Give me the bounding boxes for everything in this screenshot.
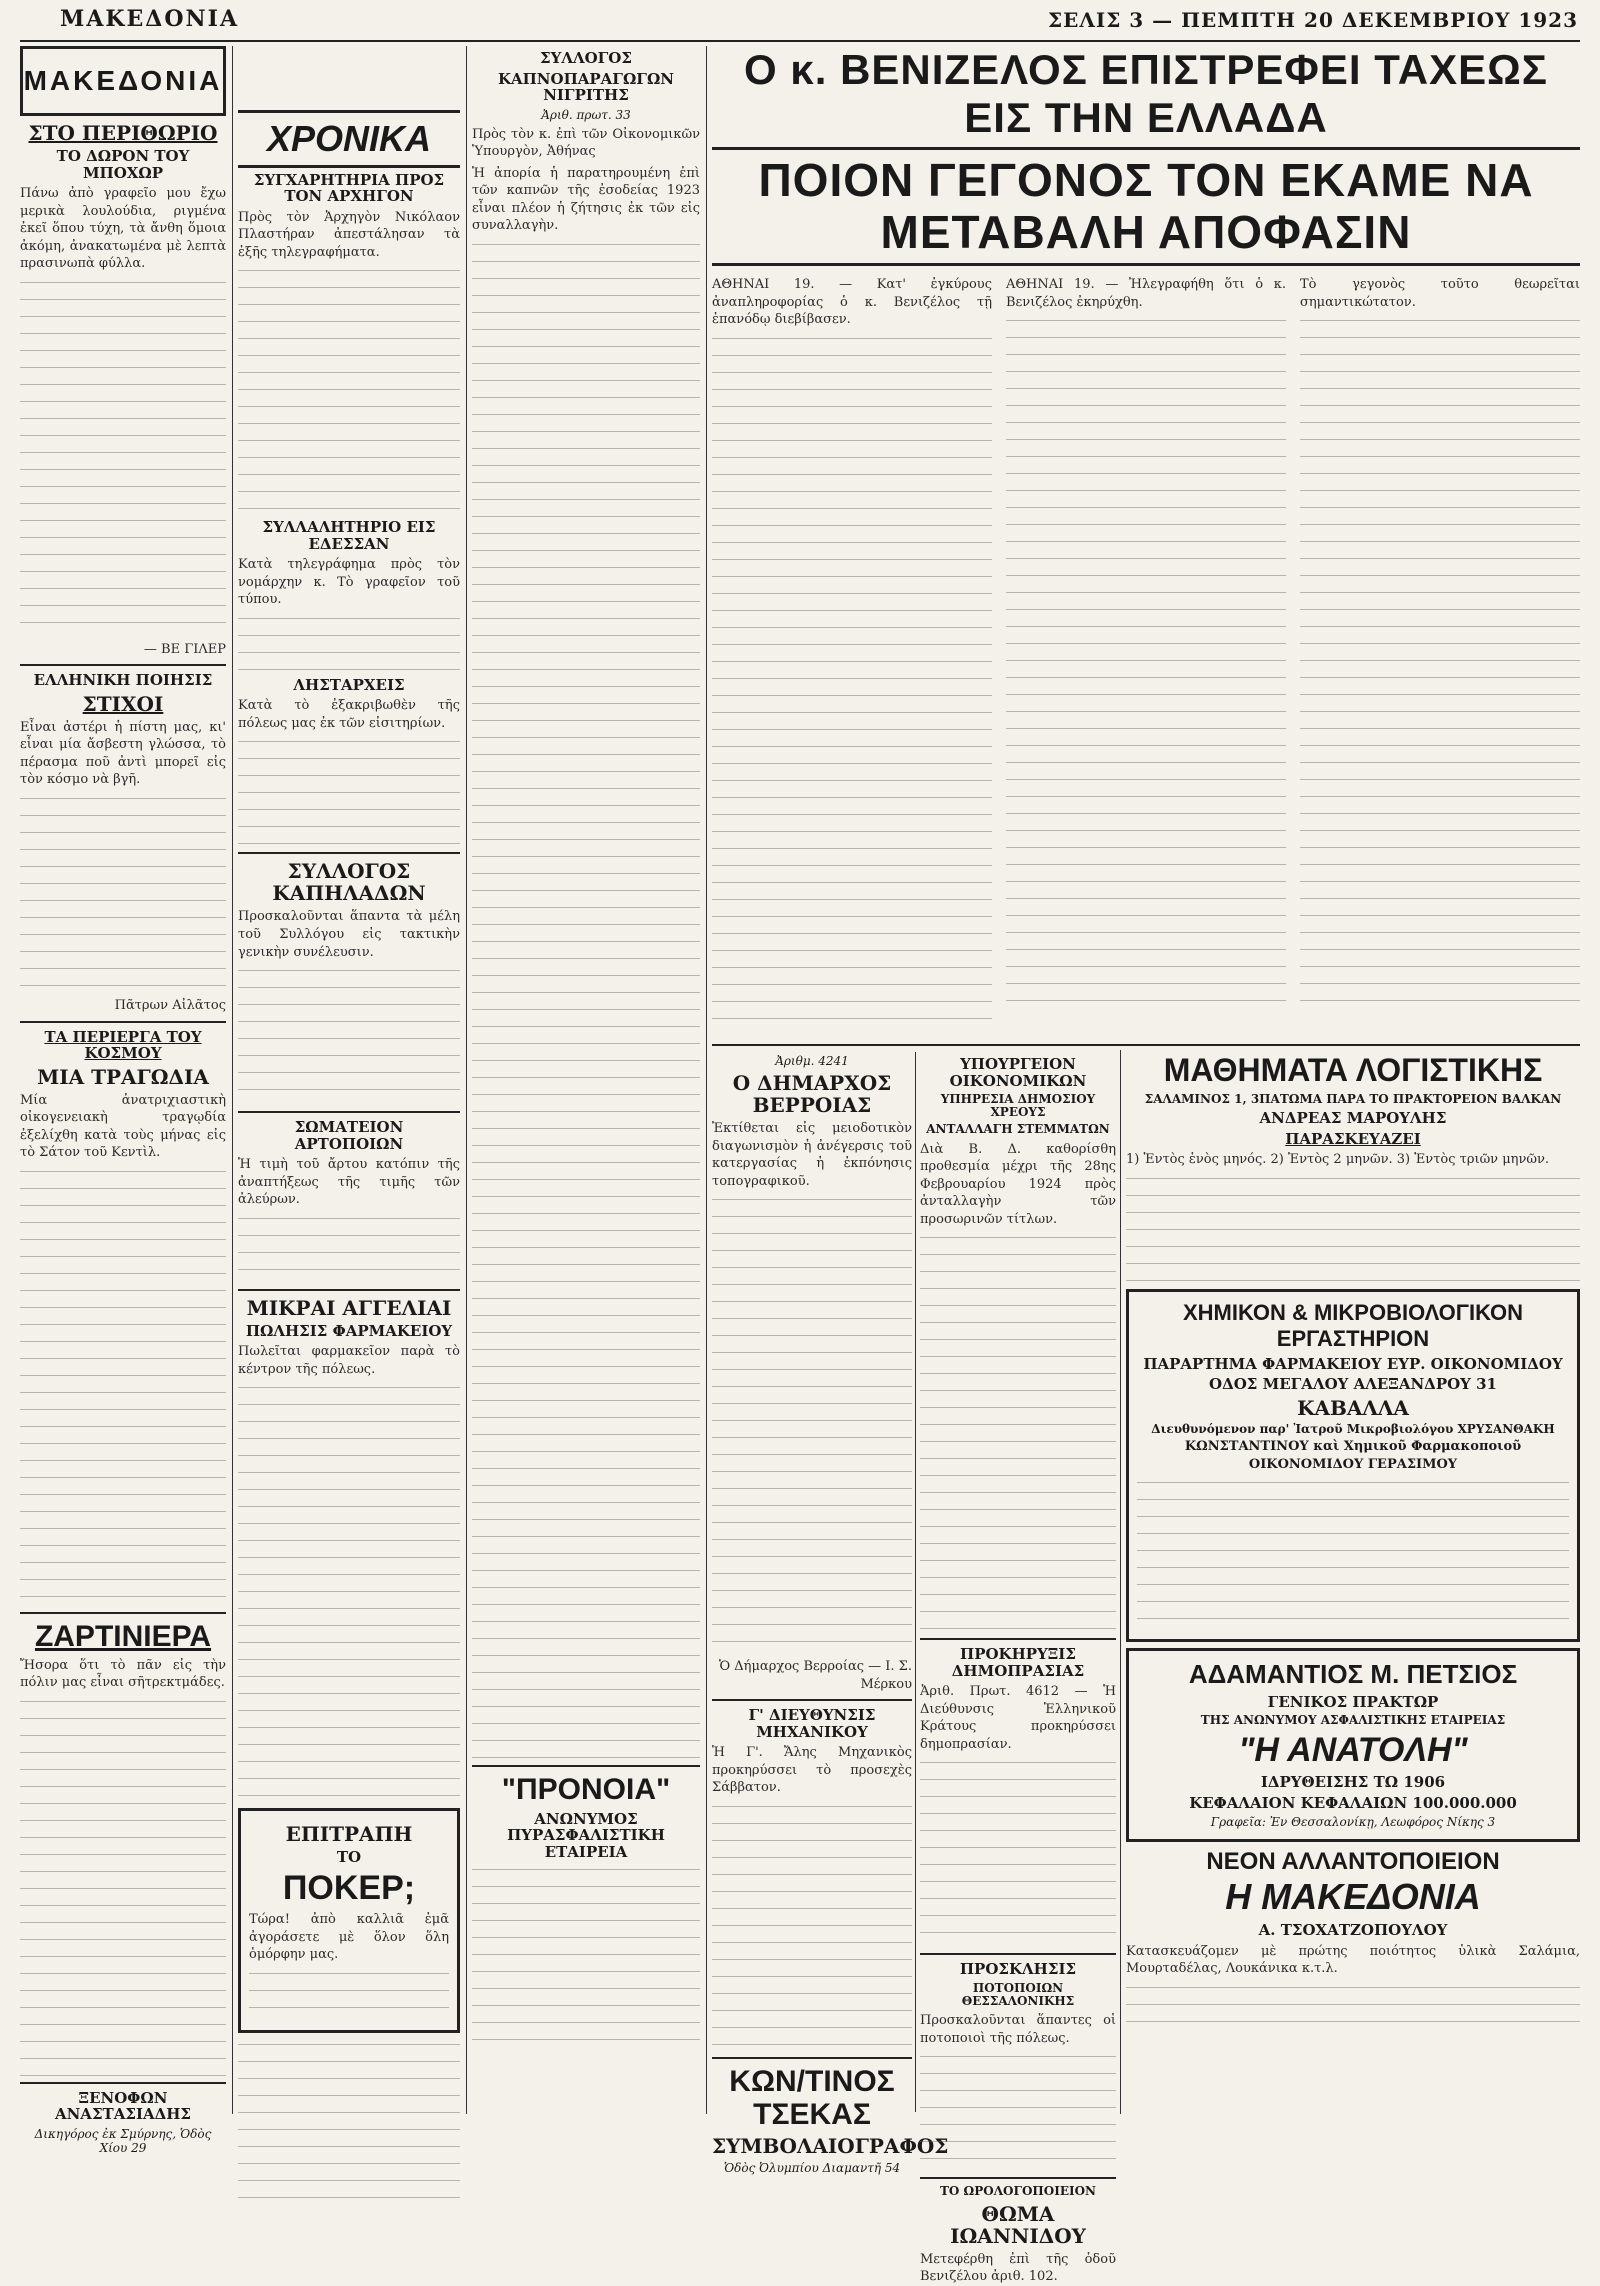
insurance-advert-subtitle: ΑΝΩΝΥΜΟΣ ΠΥΡΑΣΦΑΛΙΣΤΙΚΗ ΕΤΑΙΡΕΙΑ xyxy=(507,1809,665,1861)
article-text: Προσκαλοῦνται ἅπαντες οἱ ποτοποιοὶ τῆς πόλεως. xyxy=(920,2013,1116,2046)
article-text: Ἡ τιμὴ τοῦ ἄρτου κατόπιν τῆς ἀναπτήξεως τῆς τιμῆς τῶν ἀλεύρων. xyxy=(238,1157,460,1208)
masthead-date: ΣΕΛΙΣ 3 — ΠΕΜΠΤΗ 20 ΔΕΚΕΜΒΡΙΟΥ 1923 xyxy=(1047,8,1578,32)
article-text-block xyxy=(238,1213,460,1283)
accounting-advert-address: ΣΑΛΑΜΙΝΟΣ 1, 3ΠΑΤΩΜΑ ΠΑΡΑ ΤΟ ΠΡΑΚΤΟΡΕΙΟΝ ΒΑΛΚΑΝ xyxy=(1144,1092,1562,1106)
article-text: Ἡ Γ'. Ἄλης Μηχανικὸς προκηρύσσει τὸ προσεχὲς Σάββατον. xyxy=(712,1745,912,1796)
article-title: ΠΡΟΣΚΛΗΣΙΣ xyxy=(959,1960,1077,1979)
sausage-advert-name: Η ΜΑΚΕΔΟΝΙΑ xyxy=(1225,1876,1481,1918)
article-text-block xyxy=(712,1194,912,1654)
article-title: ΥΠΟΥΡΓΕΙΟΝ ΟΙΚΟΝΟΜΙΚΩΝ xyxy=(949,1055,1087,1090)
column-rule xyxy=(466,46,467,2114)
article-signature: Ὁ Δήμαρχος Βερροίας — Ι. Σ. Μέρκου xyxy=(718,1659,912,1692)
column-rule xyxy=(232,46,233,2114)
insurance-advert xyxy=(1126,1648,1580,1843)
article-subtitle: ΥΠΗΡΕΣΙΑ ΔΗΜΟΣΙΟΥ ΧΡΕΟΥΣ xyxy=(940,1092,1096,1120)
insurance-advert-company: "Η ΑΝΑΤΟΛΗ" xyxy=(1238,1731,1468,1770)
article-title: ΣΩΜΑΤΕΙΟΝ ΑΡΤΟΠΟΙΩΝ xyxy=(294,1118,404,1153)
advert-text-block xyxy=(249,1968,449,2018)
lab-advert-director: Διευθυνόμενον παρ' Ἰατροῦ Μικροβιολόγου ΧΡΥΣΑΝΘΑΚΗ xyxy=(1151,1421,1555,1436)
article-title: ΠΡΟΚΗΡΥΞΙΣ ΔΗΜΟΠΡΑΣΙΑΣ xyxy=(951,1645,1085,1680)
column-rule xyxy=(706,46,707,2114)
article-title: ΣΥΓΧΑΡΗΤΗΡΙΑ ΠΡΟΣ ΤΟΝ ΑΡΧΗΓΟΝ xyxy=(253,170,445,206)
advert-address: Ὁδὸς Ὀλυμπίου Διαμαντῆ 54 xyxy=(723,2160,901,2175)
lab-advert-street: ΟΔΟΣ ΜΕΓΑΛΟΥ ΑΛΕΞΑΝΔΡΟΥ 31 xyxy=(1209,1375,1497,1394)
reference-number: Ἀριθμ. 4241 xyxy=(775,1054,849,1068)
section-heading: ΖΑΡΤΙΝΙΕΡΑ xyxy=(34,1619,212,1653)
article-text-block xyxy=(20,277,226,637)
article-text: Ἀριθ. Πρωτ. 4612 — Ἡ Διεύθυνσις Ἑλληνικοῦ Κράτους προκηρύσσει δημοπρασίαν. xyxy=(920,1684,1116,1752)
divider xyxy=(472,1765,700,1767)
article-signature: — ΒΕ ΓΙΛΕΡ xyxy=(143,641,226,657)
lead-article xyxy=(712,46,1580,1027)
section-title: ΧΡΟΝΙΚΑ xyxy=(238,110,460,168)
sausage-advert-title: ΝΕΟΝ ΑΛΛΑΝΤΟΠΟΙΕΙΟΝ xyxy=(1206,1848,1500,1876)
article-text-block xyxy=(920,1757,1116,1947)
lead-headline: Ο κ. ΒΕΝΙΖΕΛΟΣ ΕΠΙΣΤΡΕΦΕΙ ΤΑΧΕΩΣ ΕΙΣ ΤΗΝ ΕΛΛΑΔΑ xyxy=(743,46,1549,142)
divider xyxy=(712,1699,912,1701)
article-text-block xyxy=(20,1166,226,1606)
advert-text-block xyxy=(238,2039,460,2199)
article-text-block xyxy=(238,265,460,515)
column-2 xyxy=(238,46,460,2114)
classifieds-text-block xyxy=(238,1382,460,1802)
column-5 xyxy=(920,1052,1116,2285)
divider xyxy=(238,1289,460,1291)
divider xyxy=(20,2082,226,2084)
accounting-advert-prepares: ΠΑΡΑΣΚΕΥΑΖΕΙ xyxy=(1285,1129,1421,1148)
article-title: ΣΥΛΛΟΓΟΣ xyxy=(540,49,632,67)
article-title: ΜΙΑ ΤΡΑΓΩΔΙΑ xyxy=(37,1064,209,1089)
lead-subheadline: ΠΟΙΟΝ ΓΕΓΟΝΟΣ ΤΟΝ ΕΚΑΜΕ ΝΑ ΜΕΤΑΒΑΛΗ ΑΠΟΦΑΣΙΝ xyxy=(712,147,1580,267)
advert-title: ΘΩΜΑ ΙΩΑΝΝΙΔΟΥ xyxy=(950,2201,1086,2248)
article-title: ΣΥΛΛΟΓΟΣ ΚΑΠΗΛΑΔΩΝ xyxy=(272,859,426,906)
article-subtitle: ΠΟΤΟΠΟΙΩΝ ΘΕΣΣΑΛΟΝΙΚΗΣ xyxy=(961,1980,1075,2009)
lab-advert-subtitle: ΠΑΡΑΡΤΗΜΑ ΦΑΡΜΑΚΕΙΟΥ ΕΥΡ. ΟΙΚΟΝΟΜΙΔΟΥ xyxy=(1143,1354,1563,1373)
lab-advert-director: ΚΩΝΣΤΑΝΤΙΝΟΥ καὶ Χημικοῦ Φαρμακοποιοῦ xyxy=(1184,1438,1522,1454)
column-4 xyxy=(712,1052,949,2175)
lead-text: ΑΘΗΝΑΙ 19. — Ἠλεγραφήθη ὅτι ὁ κ. Βενιζέλος ἐκηρύχθη. xyxy=(1006,277,1286,310)
advert-word: ΤΟ xyxy=(336,1848,362,1867)
article-text: Ἐκτίθεται εἰς μειοδοτικὸν διαγωνισμὸν ἡ ἀνέγερσις τοῦ κατεργασίας ἡ ἐκπόνησις τοπογραφικοῦ. xyxy=(712,1121,912,1189)
advert-title: ΚΩΝ/ΤΙΝΟΣ ΤΣΕΚΑΣ xyxy=(729,2064,895,2131)
article-subtitle: ΑΝΤΑΛΛΑΓΗ ΣΤΕΜΜΑΤΩΝ xyxy=(926,1122,1110,1137)
article-text-block xyxy=(238,965,460,1105)
article-title: ΛΗΣΤΑΡΧΕΙΣ xyxy=(293,675,405,694)
advert-subtitle: Δικηγόρος ἐκ Σμύρνης, Ὁδὸς Χίου 29 xyxy=(34,2126,212,2155)
column-3 xyxy=(472,46,700,2114)
divider xyxy=(920,1638,1116,1640)
addressee: Πρὸς τὸν κ. ἐπὶ τῶν Οἰκονομικῶν Ὑπουργὸν, Ἀθήνας xyxy=(472,126,700,160)
lab-advert xyxy=(1126,1289,1580,1642)
article-text: Διὰ Β. Δ. καθορίσθη προθεσμία μέχρι τῆς 28ης Φεβρουαρίου 1924 πρὸς ἀνταλλαγὴν τῶν προσωρινῶν τίτλων. xyxy=(920,1141,1116,1227)
article-text: Ἡ ἀπορία ἡ παρατηρουμένη ἐπὶ τῶν καπνῶν τῆς ἐσοδείας 1923 εἶναι πλέον ἡ ζήτησις ἐκ τῶν εἰς συναλλαγὴν. xyxy=(472,165,700,234)
column-rule xyxy=(915,1052,916,2112)
divider xyxy=(238,852,460,854)
article-text: Πρὸς τὸν Ἀρχηγὸν Νικόλαον Πλαστήραν ἀπεστάλησαν τὰ ἐξῆς τηλεγραφήματα. xyxy=(238,209,460,260)
newspaper-logo: ΜΑΚΕΔΟΝΙΑ xyxy=(20,46,226,116)
advert-text: Τώρα! ἀπὸ καλλιᾶ ἐμᾶ ἀγοράσετε μὲ ὅλον ὅλη ὁμόρφην μας. xyxy=(249,1912,449,1963)
article-text-block xyxy=(238,613,460,673)
article-title: ΠΩΛΗΣΙΣ ΦΑΡΜΑΚΕΙΟΥ xyxy=(245,1321,453,1340)
article-text: Κατὰ τὸ ἐξακριβωθὲν τῆς πόλεως μας ἐκ τῶν εἰσιτηρίων. xyxy=(238,698,460,731)
advert-subtitle: ΣΥΜΒΟΛΑΙΟΓΡΑΦΟΣ xyxy=(712,2133,949,2158)
sausage-advert-owner: Α. ΤΣΟΧΑΤΖΟΠΟΥΛΟΥ xyxy=(1258,1921,1448,1940)
accounting-advert-name: ΑΝΔΡΕΑΣ ΜΑΡΟΥΛΗΣ xyxy=(1259,1109,1447,1128)
section-heading: ΜΙΚΡΑΙ ΑΓΓΕΛΙΑΙ xyxy=(246,1295,452,1320)
insurance-advert-subtitle: ΓΕΝΙΚΟΣ ΠΡΑΚΤΩΡ xyxy=(1267,1692,1439,1711)
advert-subtitle: ΤΟ ΩΡΟΛΟΓΟΠΟΙΕΙΟΝ xyxy=(939,2184,1097,2199)
poem-text-block xyxy=(20,793,226,993)
lab-advert-city: ΚΑΒΑΛΛΑ xyxy=(1297,1395,1409,1420)
article-text: Ἤσορα ὅτι τὸ πᾶν εἰς τὴν πόλιν μας εἶναι σῆτρεκτμάδες. xyxy=(20,1657,226,1691)
article-title: Ο ΔΗΜΑΡΧΟΣ ΒΕΡΡΟΙΑΣ xyxy=(732,1071,892,1117)
article-text: Κατὰ τηλεγράφημα πρὸς τὸν νομάρχην κ. Τὸ γραφεῖον τοῦ τύπου. xyxy=(238,557,460,608)
divider xyxy=(20,1021,226,1023)
article-text-block xyxy=(20,1696,226,2076)
insurance-advert-founded: ΙΔΡΥΘΕΙΣΗΣ ΤΩ 1906 xyxy=(1260,1773,1446,1792)
article-title: ΣΤΙΧΟΙ xyxy=(82,691,164,716)
section-heading: ΣΤΟ ΠΕΡΙΘΩΡΙΟ xyxy=(28,121,218,145)
section-heading: ΕΛΛΗΝΙΚΗ ΠΟΙΗΣΙΣ xyxy=(33,671,213,690)
insurance-advert-text xyxy=(472,1864,700,2044)
article-text-block xyxy=(712,1801,912,2051)
advert-title: ΕΠΙΤΡΑΠΗ xyxy=(285,1822,413,1847)
divider xyxy=(712,2057,912,2059)
poker-advert xyxy=(238,1808,460,2033)
article-text-block xyxy=(238,736,460,846)
lead-text-block xyxy=(712,333,992,1023)
masthead-title: ΜΑΚΕΔΟΝΙΑ xyxy=(60,6,240,32)
article-title: ΚΑΠΝΟΠΑΡΑΓΩΓΩΝ ΝΙΓΡΙΤΗΣ xyxy=(497,69,675,104)
lead-text-block xyxy=(1006,315,1286,1005)
article-text-block xyxy=(920,2051,1116,2171)
divider xyxy=(920,2177,1116,2179)
divider xyxy=(20,1612,226,1614)
divider xyxy=(238,1111,460,1113)
article-title: ΣΥΛΛΑΛΗΤΗΡΙΟ ΕΙΣ ΕΔΕΣΣΑΝ xyxy=(262,518,436,553)
divider xyxy=(920,1953,1116,1955)
lead-text: ΑΘΗΝΑΙ 19. — Κατ' ἐγκύρους ἀναπληροφορίας ὁ κ. Βενιζέλος τῇ ἐπανόδῳ διεβίβασεν. xyxy=(712,277,992,328)
article-text: Πάνω ἀπὸ γραφεῖο μου ἔχω μερικὰ λουλούδια, ριγμένα ἐκεῖ ὅπου τύχη, τὰ ἄνθη ὅμοια ἀκόμη, ἀνακατωμένα μὲ λεπτὰ πρασινωπὰ φύλλα. xyxy=(20,186,226,272)
insurance-advert-title: ΑΔΑΜΑΝΤΙΟΣ Μ. ΠΕΤΣΙΟΣ xyxy=(1188,1658,1518,1689)
lab-advert-text-block xyxy=(1137,1477,1569,1627)
divider xyxy=(712,1044,1580,1046)
poem-text: Εἶναι ἀστέρι ἡ πίστη μας, κι' εἶναι μία ἄσβεστη γλώσσα, τὸ πέρασμα ποῦ ἀντὶ μπορεῖ εἰς τὸν κόσμο νὰ βγῆ. xyxy=(20,719,226,788)
reference-number: Ἀριθ. πρωτ. 33 xyxy=(541,107,631,122)
accounting-advert-title: ΜΑΘΗΜΑΤΑ ΛΟΓΙΣΤΙΚΗΣ xyxy=(1163,1052,1543,1088)
article-text-block xyxy=(472,239,700,1759)
insurance-advert-address: Γραφεῖα: Ἐν Θεσσαλονίκῃ, Λεωφόρος Νίκης 3 xyxy=(1210,1815,1496,1830)
accounting-advert-text-block xyxy=(1126,1173,1580,1283)
advert-title: ΞΕΝΟΦΩΝ ΑΝΑΣΤΑΣΙΑΔΗΣ xyxy=(54,2088,192,2124)
lab-advert-pharmacist: ΟΙΚΟΝΟΜΙΔΟΥ ΓΕΡΑΣΙΜΟΥ xyxy=(1248,1457,1458,1473)
advert-headline: ΠΟΚΕΡ; xyxy=(282,1868,416,1907)
article-title: ΤΟ ΔΩΡΟΝ ΤΟΥ ΜΠΟΧΩΡ xyxy=(56,147,190,182)
section-heading: ΤΑ ΠΕΡΙΕΡΓΑ ΤΟΥ ΚΟΣΜΟΥ xyxy=(44,1027,202,1063)
article-title: Γ' ΔΙΕΥΘΥΝΣΙΣ ΜΗΧΑΝΙΚΟΥ xyxy=(748,1706,876,1741)
article-text: Μία ἀνατριχιαστικὴ οἰκογενειακὴ τραγῳδία ἐξελίχθη κατὰ τοὺς μήνας εἰς τὸ Σάτον τοῦ Κεντὶλ. xyxy=(20,1092,226,1161)
insurance-advert-title: "ΠΡΟΝΟΙΑ" xyxy=(501,1772,671,1806)
advert-text: Μετεφέρθη ἐπὶ τῆς ὁδοῦ Βενιζέλου ἀριθ. 102. xyxy=(920,2251,1116,2285)
accounting-advert-text: 1) Ἐντὸς ἑνὸς μηνός. 2) Ἐντὸς 2 μηνῶν. 3) Ἐντὸς τριῶν μηνῶν. xyxy=(1126,1152,1549,1168)
masthead-rule xyxy=(20,40,1580,42)
lab-advert-title: ΧΗΜΙΚΟΝ & ΜΙΚΡΟΒΙΟΛΟΓΙΚΟΝ ΕΡΓΑΣΤΗΡΙΟΝ xyxy=(1182,1299,1524,1351)
poet-name: Πᾶτρων Αἰλᾶτος xyxy=(114,997,226,1013)
advert-column xyxy=(1126,1052,1580,2112)
divider xyxy=(20,664,226,666)
lead-text: Τὸ γεγονὸς τοῦτο θεωρεῖται σημαντικώτατον. xyxy=(1300,277,1580,310)
insurance-advert-subtitle: ΤΗΣ ΑΝΩΝΥΜΟΥ ΑΣΦΑΛΙΣΤΙΚΗΣ ΕΤΑΙΡΕΙΑΣ xyxy=(1200,1713,1506,1728)
article-text: Προσκαλοῦνται ἅπαντα τὰ μέλη τοῦ Συλλόγου εἰς τακτικὴν γενικὴν συνέλευσιν. xyxy=(238,909,460,960)
article-text-block xyxy=(920,1232,1116,1632)
column-1 xyxy=(20,46,226,2155)
insurance-advert-capital: ΚΕΦΑΛΑΙΟΝ ΚΕΦΑΛΑΙΩΝ 100.000.000 xyxy=(1189,1793,1517,1812)
article-text: Πωλεῖται φαρμακεῖον παρὰ τὸ κέντρον τῆς πόλεως. xyxy=(238,1344,460,1377)
sausage-advert-text: Κατασκευάζομεν μὲ πρώτης ποιότητος ὑλικὰ Σαλάμια, Μουρταδέλας, Λουκάνικα κ.τ.λ. xyxy=(1126,1943,1580,1977)
column-rule xyxy=(1120,1050,1121,2114)
sausage-advert-text-block xyxy=(1126,1982,1580,2022)
lead-text-block xyxy=(1300,315,1580,1005)
